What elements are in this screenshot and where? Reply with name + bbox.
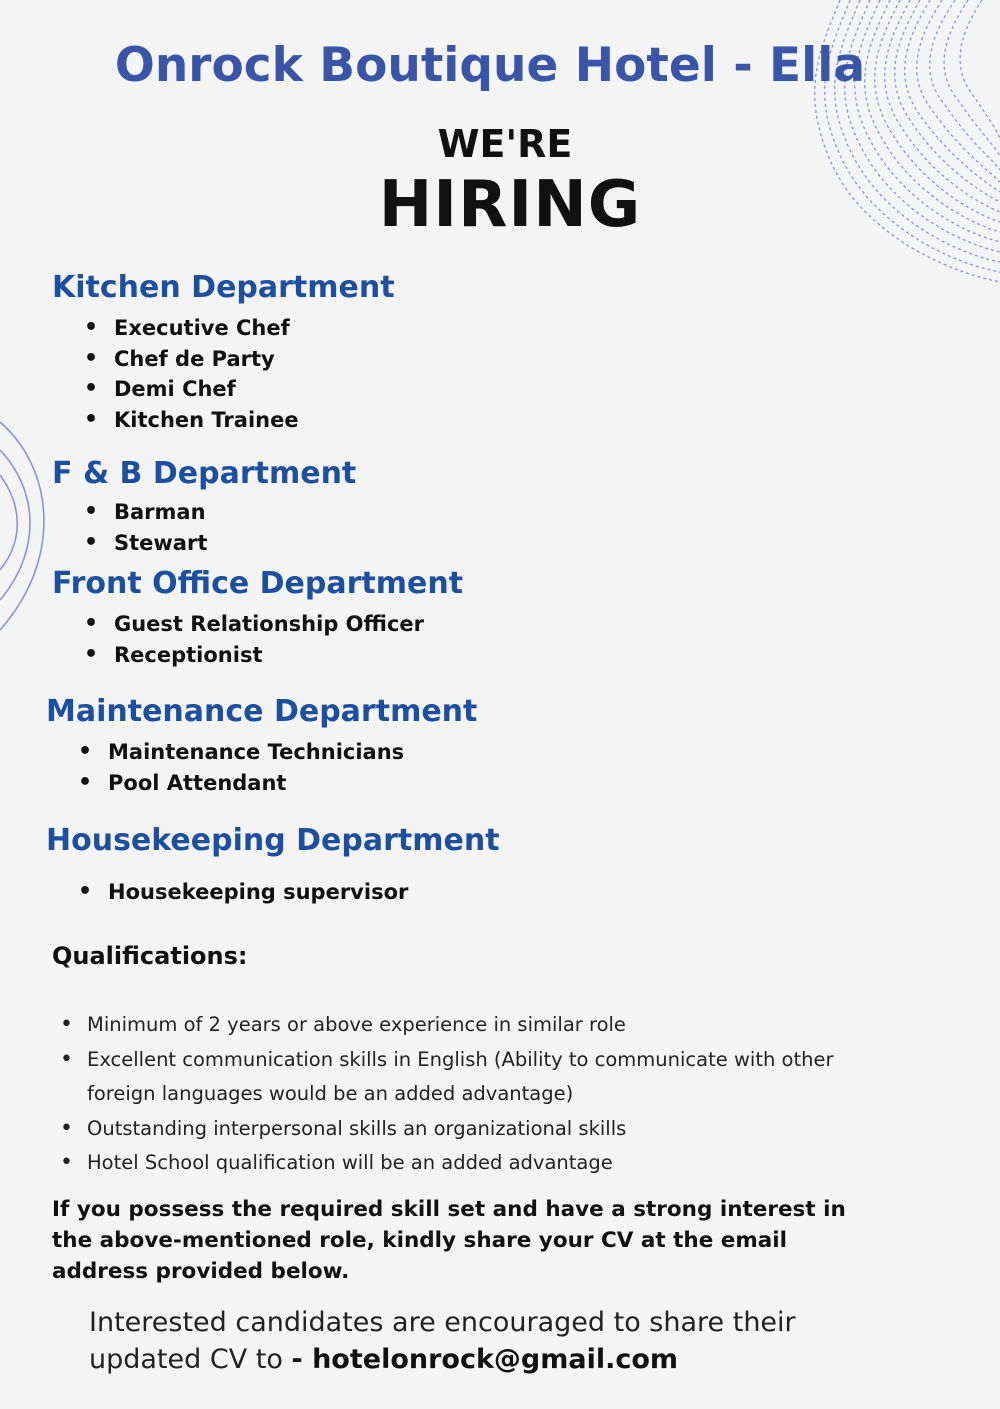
email-address[interactable]: hotelonrock@gmail.com xyxy=(312,1344,679,1375)
list-item: • Hotel School qualification will be an added advantage xyxy=(60,1146,840,1181)
list-item: • Receptionist xyxy=(84,640,424,671)
list-item: • Barman xyxy=(84,497,207,528)
arc-lines-decoration xyxy=(0,410,60,640)
fb-department-heading: F & B Department xyxy=(52,456,357,491)
housekeeping-department-heading: Housekeeping Department xyxy=(46,823,500,858)
were-heading: WE'RE xyxy=(437,122,573,166)
list-item: • Stewart xyxy=(84,528,207,559)
front-office-department-heading: Front Office Department xyxy=(52,566,464,601)
list-item: • Outstanding interpersonal skills an organizational skills xyxy=(60,1112,840,1147)
list-item: • Guest Relationship Officer xyxy=(84,609,424,640)
list-item: • Chef de Party xyxy=(84,344,299,375)
list-item: • Kitchen Trainee xyxy=(84,405,299,436)
list-item: • Pool Attendant xyxy=(78,768,404,799)
call-to-action-text: If you possess the required skill set and have a strong interest in the above-mentioned role, kindly share your CV at the email address provided below. xyxy=(52,1197,846,1284)
housekeeping-roles-list xyxy=(78,877,408,908)
hiring-heading: HIRING xyxy=(378,168,642,242)
kitchen-roles-list xyxy=(84,313,299,435)
contact-text-block xyxy=(89,1304,849,1378)
front-office-roles-list xyxy=(84,609,424,670)
hotel-name-title: Onrock Boutique Hotel - Ella xyxy=(114,38,866,93)
email-prefix: - xyxy=(291,1344,313,1375)
fb-roles-list xyxy=(84,497,207,558)
maintenance-department-heading: Maintenance Department xyxy=(46,694,478,729)
qualifications-heading: Qualifications: xyxy=(52,942,248,970)
list-item: • Housekeeping supervisor xyxy=(78,877,408,908)
kitchen-department-heading: Kitchen Department xyxy=(52,270,395,305)
list-item: • Excellent communication skills in English (Ability to communicate with other foreign languages would be an added advantage) xyxy=(60,1043,840,1112)
list-item: • Minimum of 2 years or above experience in similar role xyxy=(60,1008,840,1043)
qualifications-list xyxy=(60,1008,840,1181)
list-item: • Executive Chef xyxy=(84,313,299,344)
list-item: • Demi Chef xyxy=(84,374,299,405)
maintenance-roles-list xyxy=(78,737,404,798)
list-item: • Maintenance Technicians xyxy=(78,737,404,768)
contact-text: Interested candidates are encouraged to share their updated CV to xyxy=(89,1307,796,1375)
